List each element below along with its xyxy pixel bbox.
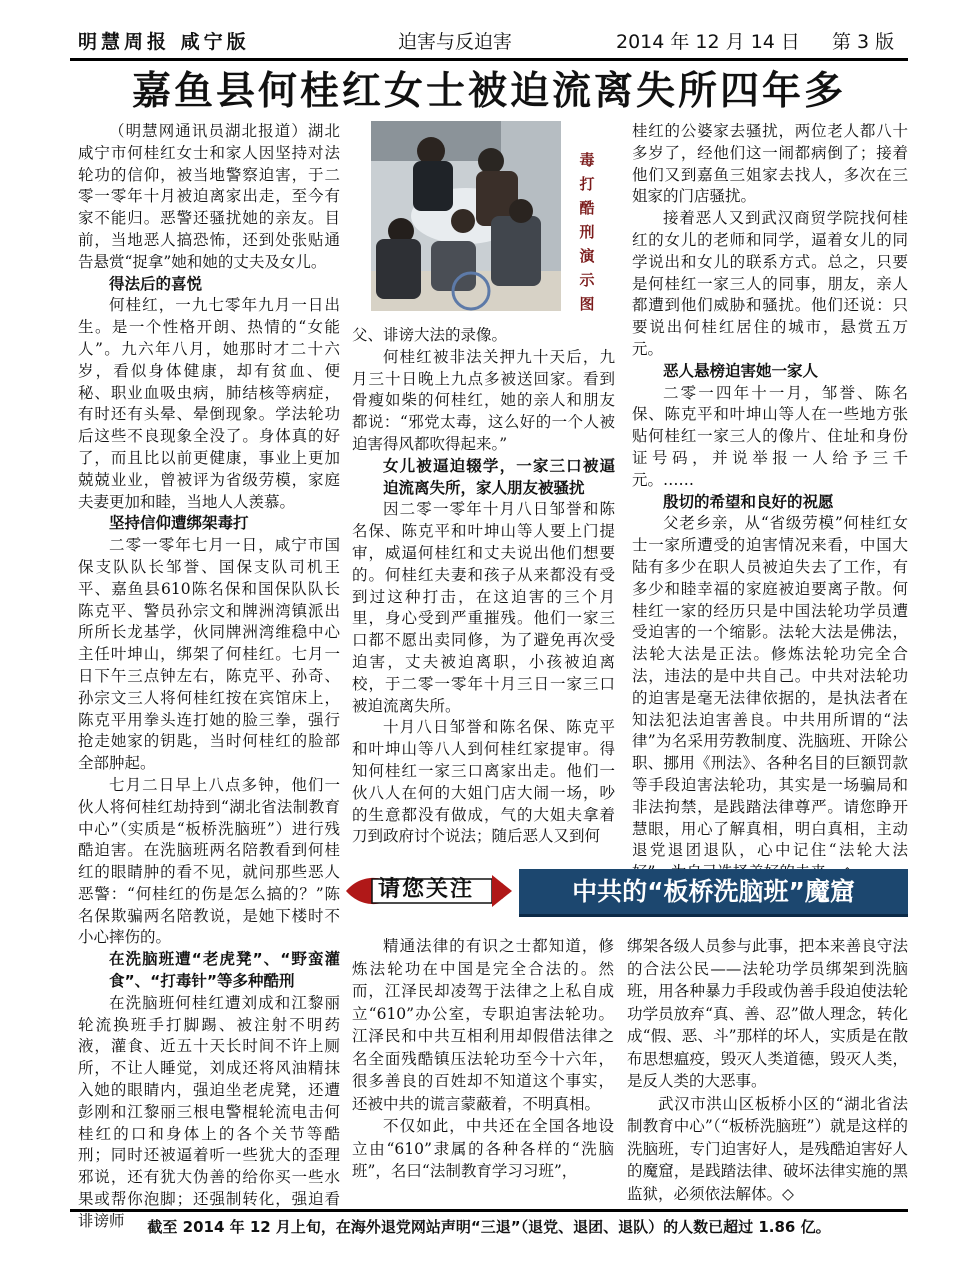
paragraph: 桂红的公婆家去骚扰，两位老人都八十多岁了，经他们这一闹都病倒了；接着他们又到嘉鱼三姐家去找人，多次在三姐家的门店骚扰。	[632, 122, 908, 206]
photo-image	[371, 121, 561, 311]
paragraph: 精通法律的有识之士都知道，修炼法轮功在中国是完全合法的。然而，江泽民却凌驾于法律之上私自成立“610”办公室，专职迫害法轮功。江泽民和中共互相利用却假借法律之名全面残酷镇压法轮功至今十六年，很多善良的百姓却不知道这个事实，还被中共的谎言蒙蔽着，不明真相。	[352, 937, 614, 1113]
section-name: 迫害与反迫害	[398, 31, 513, 53]
paragraph: 十月八日邹誉和陈名保、陈克平和叶坤山等八人到何桂红家提审。得知何桂红一家三口离家出走。他们一伙八人在何的大姐门店大闹一场，吵的生意都没有做成，气的大姐夫拿着刀到政府讨个说法；随后恶人又到何	[352, 718, 615, 846]
publication-name: 明慧周报 咸宁版	[78, 31, 250, 53]
subheading: 得法后的喜悦	[109, 274, 203, 293]
article-column-2	[352, 325, 615, 848]
torture-illustration-photo	[371, 121, 561, 311]
header-rule	[70, 58, 908, 61]
paragraph: 父老乡亲，从“省级劳模”何桂红女士一家所遭受的迫害情况来看，中国大陆有多少在职人员被迫失去了工作，有多少和睦幸福的家庭被迫要离子散。何桂红一家的经历只是中国法轮功学员遭受迫害的一个缩影。法轮大法是佛法，法轮大法是正法。修炼法轮功完全合法，违法的是中共自己。中共对法轮功的迫害是毫无法律依据的，是执法者在知法犯法迫害善良。中共用所谓的“法律”为名采用劳教制度、洗脑班、开除公职、挪用《刑法》、各种名目的巨额罚款等手段迫害法轮功，其实是一场骗局和非法拘禁，是践踏法律尊严。请您睁开慧眼，用心了解真相，明白真相，主动退党退团退队，心中记住“法轮大法	[632, 514, 908, 860]
paragraph: 不仅如此，中共还在全国各地设立由“610”隶属的各种各样的“洗脑班”，名曰“法制教育学习习班”，	[352, 1117, 614, 1180]
paragraph: 绑架各级人员参与此事，把本来善良守法的合法公民——法轮功学员绑架到洗脑班，用各种暴力手段或伪善手段迫使法轮功学员放弃“真、善、忍”做人理念，转化成“假、恶、斗”那样的坏人，实质是在散布思想瘟疫，毁灭人类道德，毁灭人类，是反人类的大恶事。	[627, 937, 908, 1090]
article-column-1	[78, 121, 340, 1233]
paragraph: （明慧网通讯员湖北报道）湖北咸宁市何桂红女士和家人因坚持对法轮功的信仰，被当地警察迫害，于二零一零年十月被迫离家出走，至今有家不能归。恶警还骚扰她的亲友。目前，当地恶人搞恐怖，还到处张贴通告悬赏“捉拿”她和她的丈夫及女儿。	[78, 122, 340, 271]
footer-rule	[70, 1209, 908, 1212]
photo-caption: 毒打酷刑演示图	[579, 151, 595, 313]
paragraph: 接着恶人又到武汉商贸学院找何桂红的女儿的老师和同学，逼着女儿的同学说出和女儿的联系方式。总之，只要是何桂红一家三人的同事，朋友，亲人都遭到他们威胁和骚扰。他们还说：只要说出何桂红居住的城市，悬赏五万元。	[632, 209, 908, 358]
attention-label: 请您关注	[378, 877, 475, 902]
article-headline: 嘉鱼县何桂红女士被迫流离失所四年多	[131, 68, 846, 114]
paragraph: 武汉市洪山区板桥小区的“湖北省法制教育中心”（“板桥洗脑班”）就是这样的洗脑班，专门迫害好人，是残酷迫害好人的魔窟，是践踏法律、破坏法律实施的黑监狱，必须依法解体。◇	[627, 1094, 908, 1203]
paragraph: 七月二日早上八点多钟，他们一伙人将何桂红劫持到“湖北省法制教育中心”（实质是“板桥洗脑班”）进行残酷迫害。在洗脑班两名陪教看到何桂红的眼睛肿的看不见，就问那些恶人恶警：“何桂红的伤是怎么搞的？”陈名保欺骗两名陪教说，是她下楼时不小心摔伤的。	[78, 775, 340, 947]
paragraph: 父、诽谤大法的录像。	[352, 326, 508, 344]
paragraph: 在洗脑班何桂红遭刘成和江黎丽轮流换班手打脚踢、被注射不明药液，灌食、近五十天长时间不许上厕所，不让人睡觉，刘成还将风油精抹入她的眼睛内，强迫坐老虎凳，还遭彭刚和江黎丽三根电警棍轮流电击何桂红的口和身体上的各个关节等酷刑；同时还被逼着听一些犹大的歪理邪说，还有犹大伪善的给你买一些水果或帮你泡脚；还强制转化，强迫看诽谤师	[78, 993, 340, 1230]
subheading: 恶人悬榜迫害她一家人	[663, 361, 819, 380]
paragraph: 二零一四年十一月，邹誉、陈名保、陈克平和叶坤山等人在一些地方张贴何桂红一家三人的像片、住址和身份证号码，并说举报一人给予三千元。……	[632, 383, 908, 489]
footer-notice: 截至 2014 年 12 月上旬，在海外退党网站声明“三退”（退党、退团、退队）的人数已超过 1.86 亿。	[147, 1218, 831, 1236]
paragraph: 何桂红被非法关押九十天后，九月三十日晚上九点多被送回家。看到骨瘦如柴的何桂红，她的亲人和朋友都说：“邪党太毒，这么好的一个人被迫害得风都吹得起来。”	[352, 347, 615, 453]
issue-date: 2014 年 12 月 14 日	[616, 31, 800, 53]
subheading: 女儿被逼迫辍学，一家三口被逼迫流离失所，家人朋友被骚扰	[383, 456, 615, 497]
notice-column-2	[627, 935, 908, 1205]
paragraph: 二零一零年七月一日，咸宁市国保支队队长邹誉、国保支队司机王平、嘉鱼县610陈名保和国保队队长陈克平、警员孙宗文和牌洲湾镇派出所所长龙基学，伙同牌洲湾维稳中心主任叶坤山，绑架了何桂红。七月一日下午三点钟左右，陈克平、孙奇、孙宗文三人将何桂红按在宾馆床上，陈克平用拳头连打她的脸三拳，强行抢走她家的钥匙，当时何桂红的脸部全部肿起。	[78, 536, 340, 773]
notice-column-1	[352, 935, 614, 1183]
subheading: 殷切的希望和良好的祝愿	[663, 492, 834, 511]
subheading: 坚持信仰遭绑架毒打	[109, 514, 249, 533]
subheading: 在洗脑班遭“老虎凳”、“野蛮灌食”、“打毒针”等多种酷刑	[109, 950, 340, 991]
paragraph: 何桂红，一九七零年九月一日出生。是一个性格开朗、热情的“女能人”。九六年八月，她那时才二十六岁，看似身体健康，却有贫血、便秘、职业血吸虫病，肺结核等病症，有时还有头晕、晕倒现象。学法轮功后这些不良现象全没了。身体真的好了，而且比以前更健康，事业上更加兢兢业业，曾被评为省级劳模，家庭夫妻更加和睦，当地人人羡慕。	[78, 296, 340, 511]
article-column-3	[632, 121, 908, 884]
notice-title-banner: 中共的“板桥洗脑班”魔窟	[519, 869, 908, 917]
paragraph: 因二零一零年十月八日邹誉和陈名保、陈克平和叶坤山等人要上门提审，威逼何桂红和丈夫说出他们想要的。何桂红夫妻和孩子从来都没有受到过这种打击，在这迫害的三个月里，身心受到严重摧残。他们一家三口都不愿出卖同修，为了避免再次受迫害，丈夫被迫离职，小孩被迫离校，于二零一零年十月三日一家三口被迫流离失所。	[352, 500, 615, 715]
page-number: 第 3 版	[832, 31, 895, 53]
